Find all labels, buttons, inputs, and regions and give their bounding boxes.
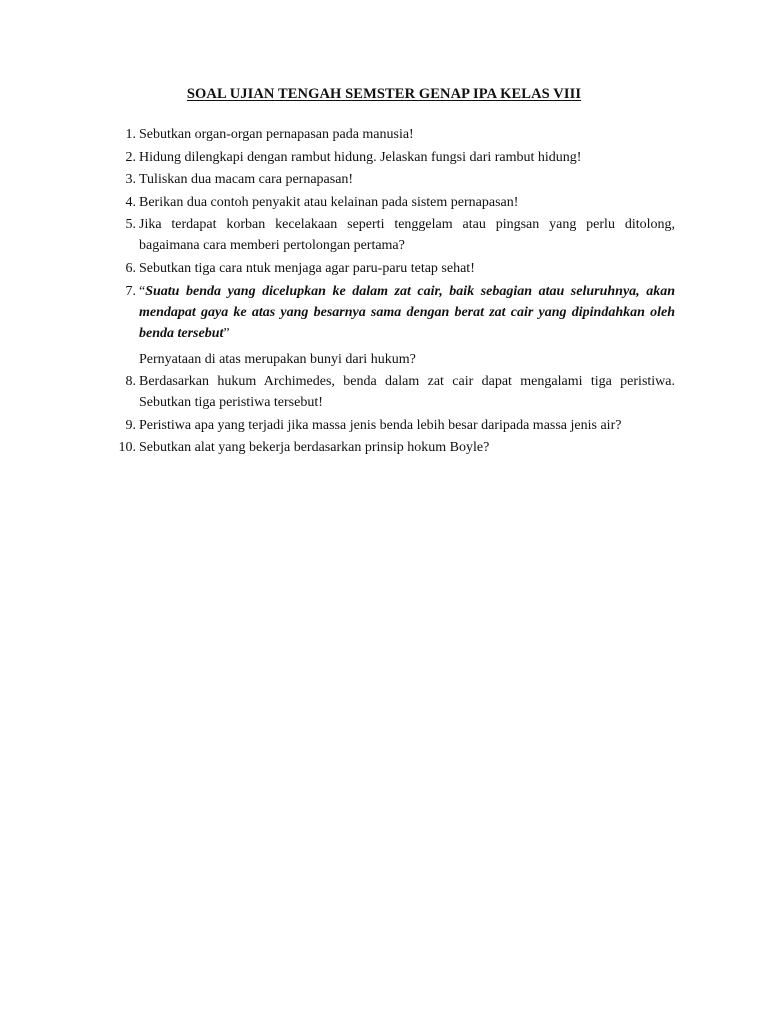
question-number: 10. — [118, 440, 136, 456]
law-quote — [139, 281, 675, 344]
question-item — [110, 415, 675, 436]
question-text: Sebutkan tiga cara ntuk menjaga agar paru-paru tetap sehat! — [139, 260, 475, 276]
question-text: Sebutkan organ-organ pernapasan pada manusia! — [139, 127, 414, 142]
question-list — [110, 124, 675, 460]
quote-open-mark: “ — [139, 283, 146, 299]
question-number: 4. — [125, 194, 136, 210]
question-text: Peristiwa apa yang terjadi jika massa jenis benda lebih besar daripada massa jenis air? — [139, 417, 622, 433]
question-text: Berdasarkan hukum Archimedes, benda dalam zat cair dapat mengalami tiga peristiwa. Sebutkan tiga peristiwa tersebut! — [139, 374, 675, 411]
quote-close-mark: ” — [223, 325, 230, 341]
question-number: 2. — [125, 149, 136, 165]
question-number: 7. — [125, 283, 136, 299]
question-item — [110, 147, 675, 168]
question-number: 8. — [125, 374, 136, 390]
page-title: SOAL UJIAN TENGAH SEMSTER GENAP IPA KELAS VIII — [186, 86, 582, 102]
question-item — [110, 281, 675, 370]
question-item — [110, 437, 675, 458]
question-text: Tuliskan dua macam cara pernapasan! — [139, 172, 354, 188]
question-item — [110, 371, 675, 413]
question-item — [110, 214, 675, 256]
question-number: 3. — [125, 172, 136, 188]
question-item — [110, 258, 675, 279]
question-number: 1. — [125, 127, 136, 142]
question-item — [110, 192, 675, 213]
question-text: Berikan dua contoh penyakit atau kelainan pada sistem pernapasan! — [139, 194, 519, 210]
question-item — [110, 169, 675, 190]
question-text: Hidung dilengkapi dengan rambut hidung. Jelaskan fungsi dari rambut hidung! — [139, 149, 582, 165]
question-number: 5. — [125, 217, 136, 233]
question-followup: Pernyataan di atas merupakan bunyi dari hukum? — [139, 351, 416, 367]
question-number: 9. — [125, 417, 136, 433]
question-text: Jika terdapat korban kecelakaan seperti tenggelam atau pingsan yang perlu ditolong, bagaimana cara memberi pertolongan pertama? — [139, 217, 675, 254]
question-item — [110, 124, 675, 145]
question-text: Sebutkan alat yang bekerja berdasarkan prinsip hokum Boyle? — [139, 440, 490, 456]
question-number: 6. — [125, 260, 136, 276]
quote-text: Suatu benda yang dicelupkan ke dalam zat cair, baik sebagian atau seluruhnya, akan mendapat gaya ke atas yang besarnya sama dengan berat zat cair yang dipindahkan oleh benda tersebut — [139, 283, 675, 341]
